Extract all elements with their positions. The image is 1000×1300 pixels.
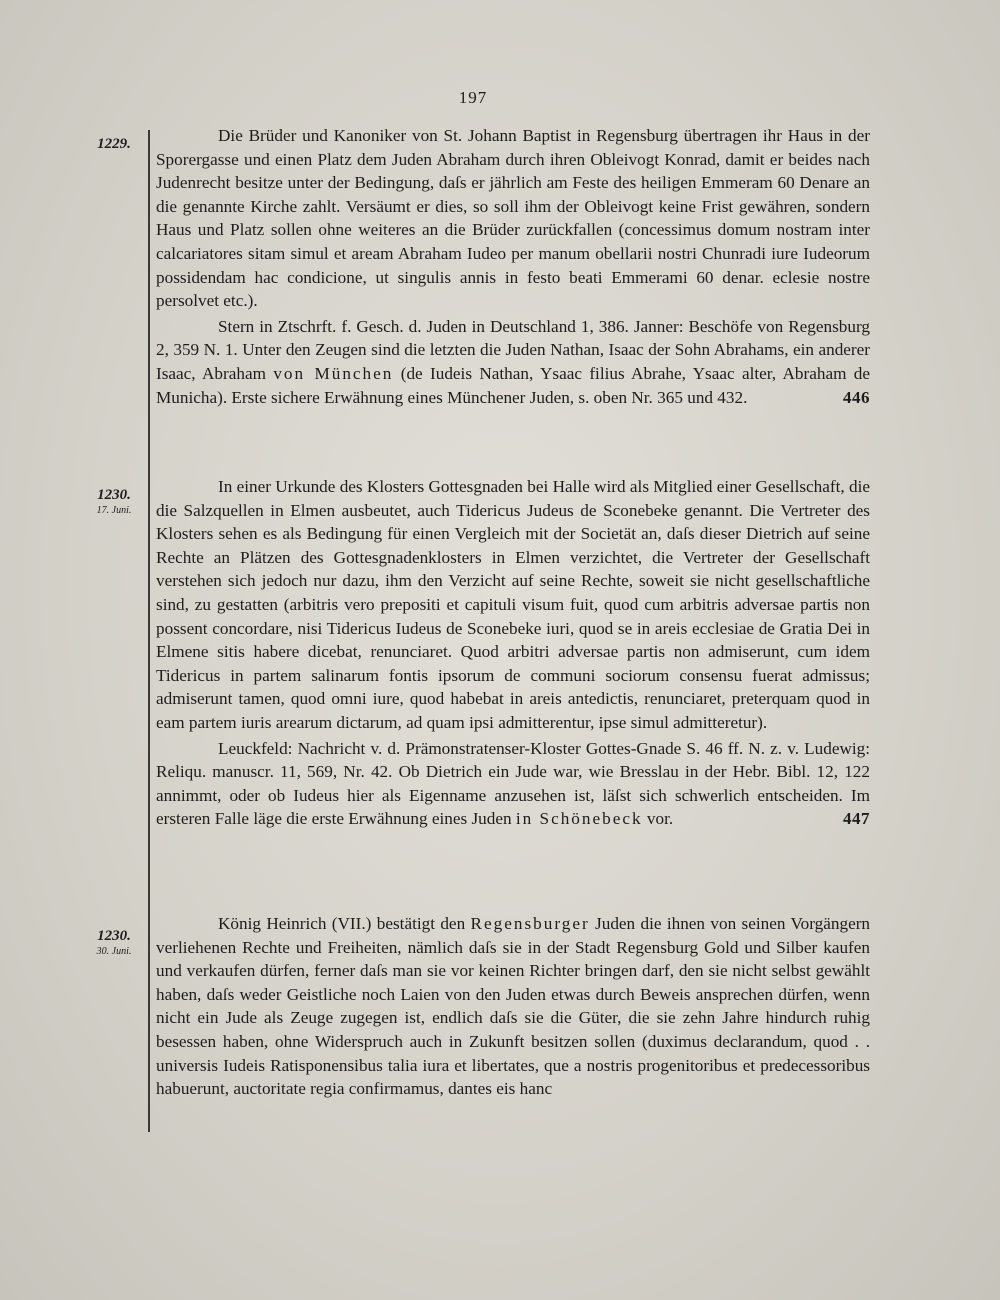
page-number: 197 bbox=[458, 88, 488, 107]
margin-date-entry-3 bbox=[84, 928, 144, 957]
entry-summary: Die Brüder und Kanoniker von St. Johann Baptist in Regensburg übertragen ihr Haus in der Sporergasse und einen Platz dem Juden Abraham durch ihren Obleivogt Konrad, damit er beides nach Judenrecht besitze unter der Bedingung, daſs er jährlich am Feste des heiligen Emmeram 60 Denare an die genannte Kirche zahlt. Versäumt er dies, so soll ihm der Obleivogt keine Frist gewähren, sondern Haus und Platz sollen ohne weiteres an die Brüder zurückfallen (concessimus domum nostram inter calcariatores sitam simul et aream Abraham Iudeo per manum obellarii nostri Chunradi iure Iudeorum possidendam hac condicione, ut singulis annis in festo beati Emmerami 60 denar. eclesie nostre persolvet etc.). bbox=[156, 126, 870, 311]
reference-text-cont: (de Iudeis Nathan, Ysaac filius Abrahe, Ysaac alter, Abraham de Municha). Erste sichere Erwähnung eines Münchener Juden, s. oben Nr. 365 und 432. bbox=[156, 363, 871, 407]
entry-447 bbox=[156, 475, 870, 831]
summary-text-cont: Juden die ihnen von seinen Vorgängern verliehenen Rechte und Freiheiten, nämlich daſs sie in der Stadt Regensburg Gold und Silber kaufen und verkaufen dürfen, ferner daſs man sie vor keinen Richter bringen darf, den sie nicht selbst gewählt haben, daſs weder Geistliche noch Laien von den Juden etwas durch Beweis ansprechen dürfen, wenn nicht ein Jude als Zeuge zugegen ist, endlich daſs sie die Güter, die sie zehn Jahre hindurch ruhig besessen haben, ohne Widerspruch auch in Zukunft besitzen sollen (duximus declarandum, quod . . universis Iudeis Ratisponensibus talia iura et libertates, que a nostris progenitoribus et predecessoribus habuerunt, auctoritate regia confirmamus, dantes eis hanc bbox=[156, 914, 871, 1099]
summary-spaced-text: Regensburger bbox=[470, 914, 590, 933]
margin-year: 1229. bbox=[97, 136, 131, 152]
margin-rule bbox=[148, 130, 150, 1132]
margin-year: 1230. bbox=[97, 487, 131, 503]
summary-text: König Heinrich (VII.) bestätigt den bbox=[218, 914, 466, 933]
reference-spaced-text: in Schönebeck bbox=[515, 809, 643, 829]
entry-number: 447 bbox=[843, 809, 870, 829]
reference-text: Stern in Ztschrft. f. Gesch. d. Juden in Deutschland 1, 386. Janner: Beschöfe von Regensburg 2, 359 N. 1. Unter den Zeugen sind die letzten die Juden Nathan, Isaac der Sohn Abrahams, ein anderer Isaac, Abraham bbox=[156, 316, 870, 383]
margin-date-entry-2 bbox=[84, 487, 144, 516]
entry-reference bbox=[156, 315, 870, 409]
entry-446 bbox=[156, 124, 870, 409]
entry-number: 446 bbox=[843, 387, 870, 407]
reference-text-cont: vor. bbox=[646, 809, 674, 829]
margin-day: 30. Juni. bbox=[96, 946, 132, 957]
reference-text: Leuckfeld: Nachricht v. d. Prämonstratenser-Kloster Gottes-Gnade S. 46 ff. N. z. v. Ludewig: Reliqu. manuscr. 11, 569, Nr. 42. Ob Dietrich ein Jude war, wie Bresslau in der Hebr. Bibl. 12, 122 annimmt, oder ob Iudeus hier als Eigenname anzusehen ist, läſst sich schwerlich entscheiden. Im ersteren Falle läge die erste Erwähnung eines Juden bbox=[156, 738, 870, 829]
reference-spaced-text: von München bbox=[273, 363, 394, 383]
entry-summary bbox=[156, 912, 870, 1101]
margin-year: 1230. bbox=[97, 928, 131, 944]
margin-date-entry-1 bbox=[84, 136, 144, 153]
entry-reference bbox=[156, 737, 870, 831]
entry-448 bbox=[156, 912, 870, 1101]
entry-summary: In einer Urkunde des Klosters Gottesgnaden bei Halle wird als Mitglied einer Gesellschaft, die die Salzquellen in Elmen ausbeutet, auch Tidericus Judeus de Sconebeke genannt. Die Vertreter des Klosters sehen es als Bedingung für einen Vergleich mit der Societät an, daſs dieser Dietrich auf seine Rechte an Plätzen des Gottesgnadenklosters in Elmen verzichtet, die Vertreter der Gesellschaft verstehen sich jedoch nur dazu, ihm den Verzicht auf seine Rechte, soweit sie nicht gesellschaftliche sind, zu gestatten (arbitris vero prepositi et capituli visum fuit, quod cum arbitris adversae partis non possent concordare, nisi Tidericus Iudeus de Sconebeke iuri, quod se in areis ecclesiae de Gratia Dei in Elmene sitis habere dicebat, renunciaret. Quod arbitri adversae partis non admiserunt, cum idem Tidericus in partem salinarum fontis ipsorum de communi sociorum consensu fuerat admissus; admiserunt tamen, quod omni iure, quod habebat in areis antedictis, renunciaret, preterquam quod in eam partem iuris arearum dictarum, ad quam ipsi admitterentur, ipse simul admitteretur). bbox=[156, 477, 870, 732]
margin-day: 17. Juni. bbox=[96, 505, 132, 516]
